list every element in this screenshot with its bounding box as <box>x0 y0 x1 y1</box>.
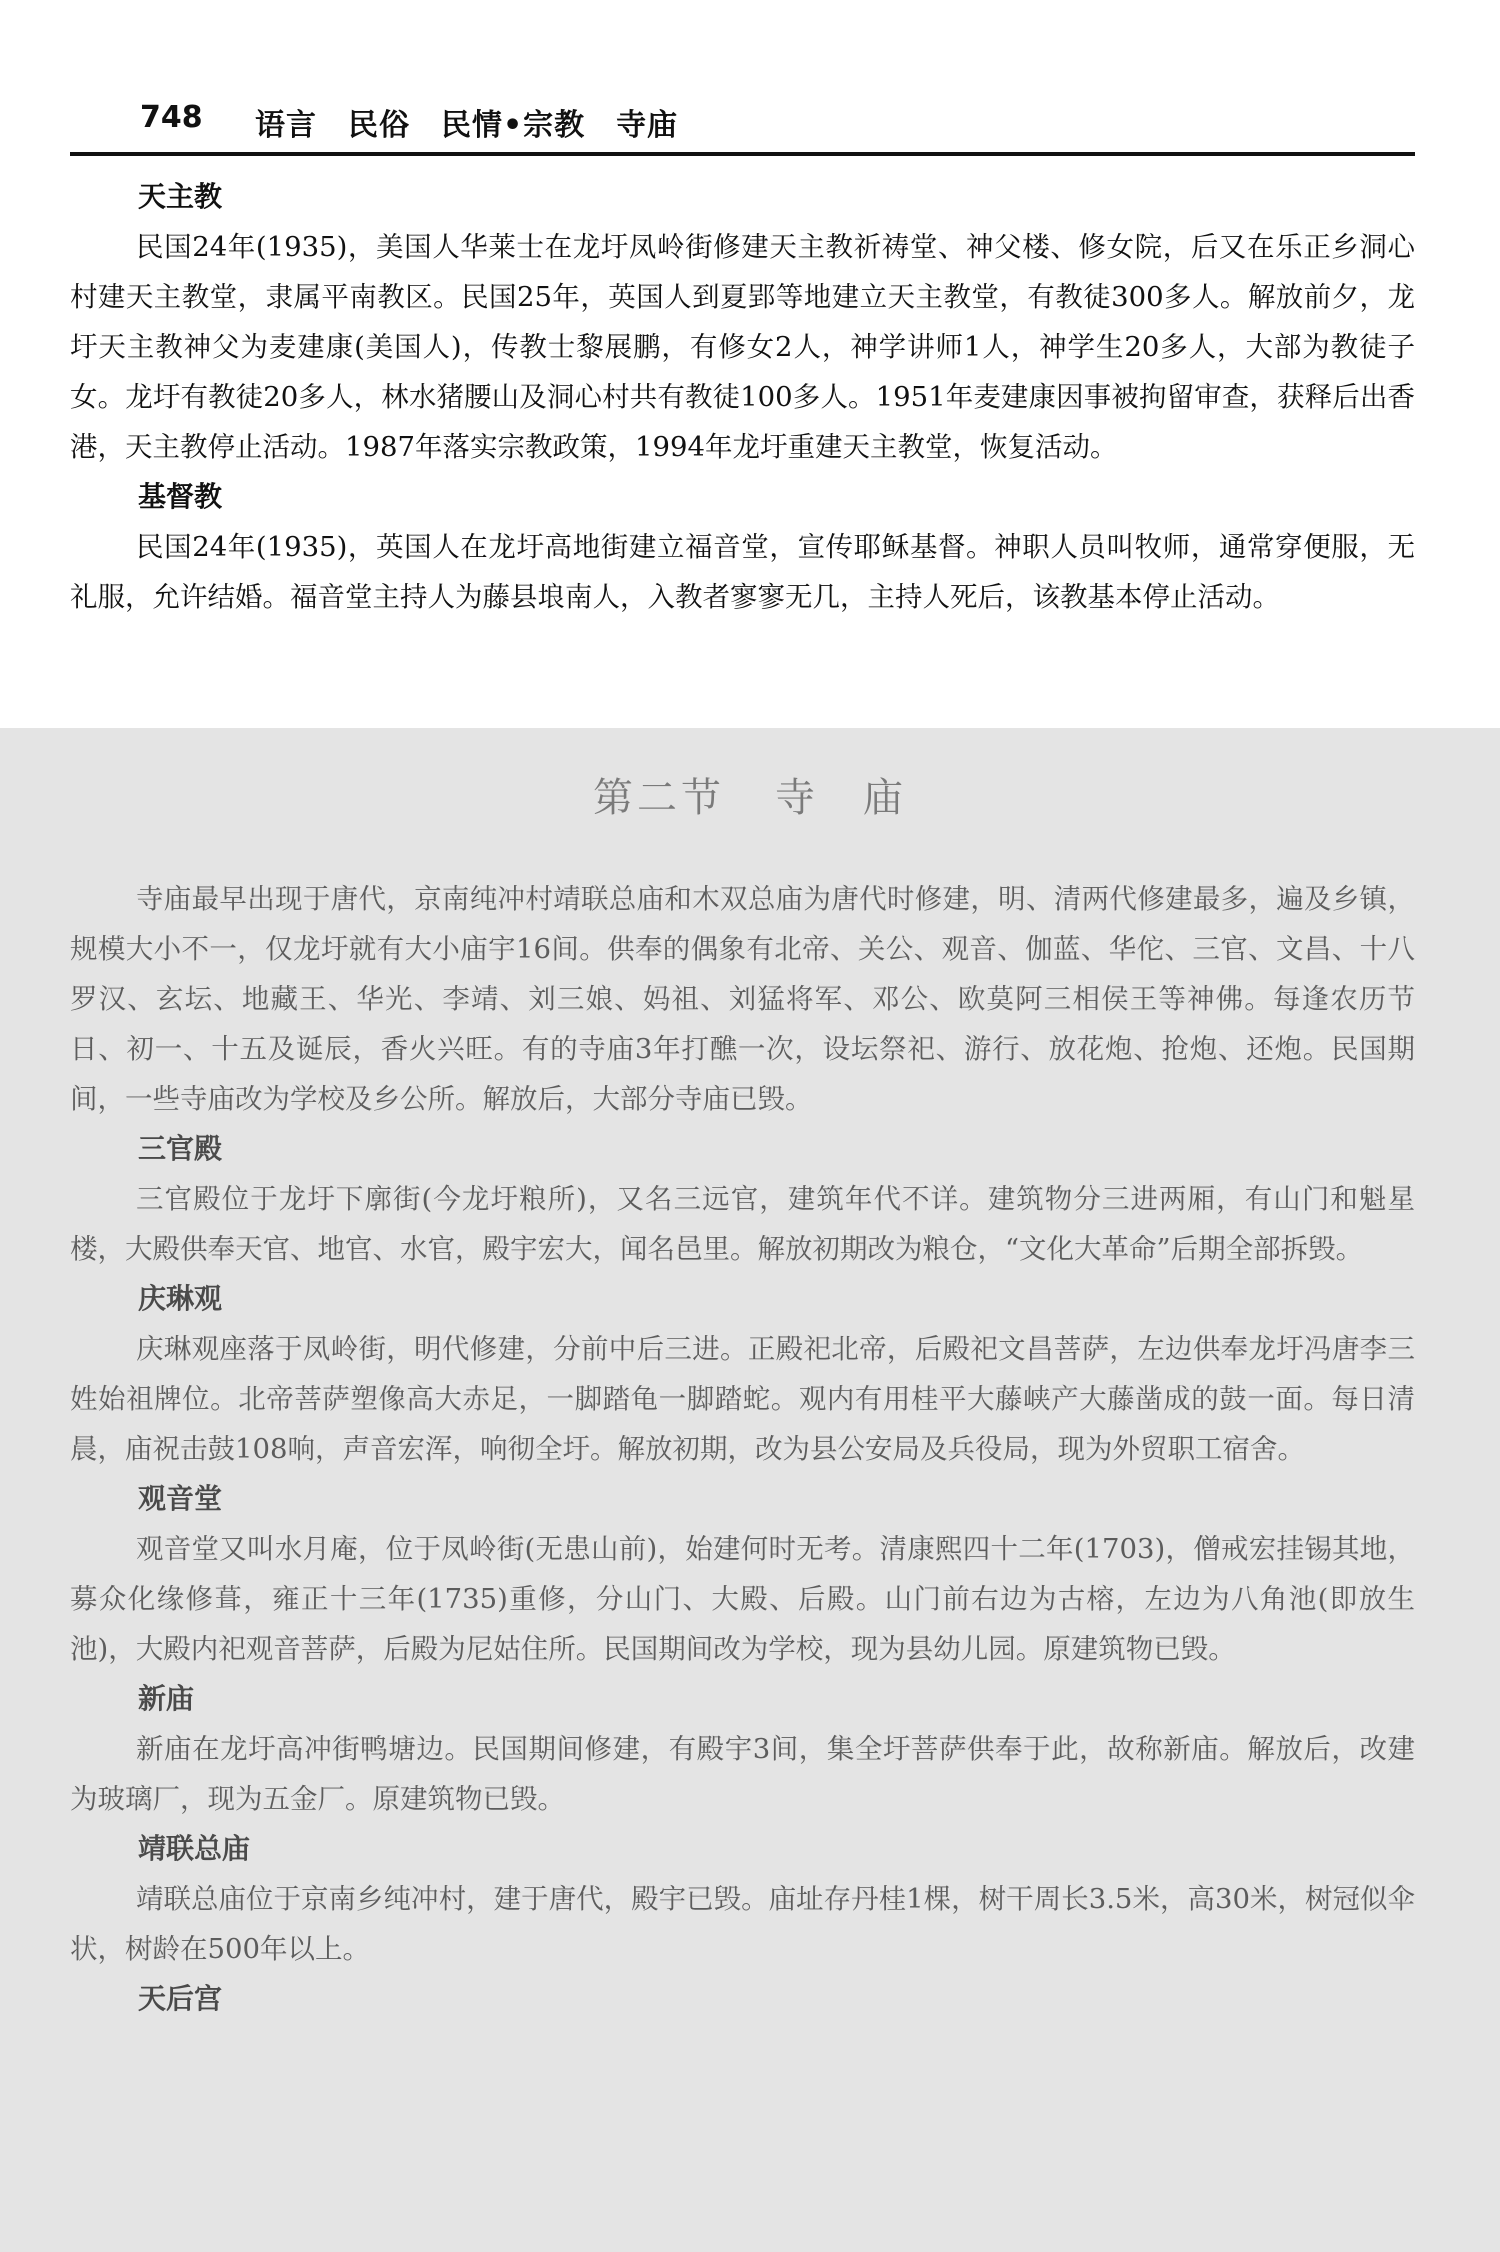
running-title: 语言 民俗 民情•宗教 寺庙 <box>255 108 679 143</box>
section-title-part1: 第二节 <box>593 775 725 821</box>
section-title <box>0 766 1500 823</box>
section-intro: 寺庙最早出现于唐代，京南纯冲村靖联总庙和木双总庙为唐代时修建，明、清两代修建最多，遍及乡镇，规模大小不一，仅龙圩就有大小庙宇16间。供奉的偶象有北帝、关公、观音、伽蓝、华佗、三官、文昌、十八罗汉、玄坛、地藏王、华光、李靖、刘三娘、妈祖、刘猛将军、邓公、欧莫阿三相侯王等神佛。每逢农历节日、初一、十五及诞辰，香火兴旺。有的寺庙3年打醮一次，设坛祭祀、游行、放花炮、抢炮、还炮。民国期间，一些寺庙改为学校及乡公所。解放后，大部分寺庙已毁。 <box>70 883 1415 1115</box>
page-number: 748 <box>140 100 203 135</box>
heading-catholicism: 天主教 <box>138 180 223 213</box>
heading-christianity: 基督教 <box>138 480 223 513</box>
paragraph-qinglin-temple: 庆琳观座落于凤岭街，明代修建，分前中后三进。正殿祀北帝，后殿祀文昌菩萨，左边供奉龙圩冯唐李三姓始祖牌位。北帝菩萨塑像高大赤足，一脚踏龟一脚踏蛇。观内有用桂平大藤峡产大藤凿成的鼓一面。每日清晨，庙祝击鼓108响，声音宏浑，响彻全圩。解放初期，改为县公安局及兵役局，现为外贸职工宿舍。 <box>70 1333 1415 1465</box>
heading-tianhou-palace: 天后宫 <box>138 1982 223 2015</box>
religion-sections <box>70 172 1415 622</box>
paragraph-christianity: 民国24年(1935)，英国人在龙圩高地街建立福音堂，宣传耶稣基督。神职人员叫牧师，通常穿便服，无礼服，允许结婚。福音堂主持人为藤县埌南人，入教者寥寥无几，主持人死后，该教基本停止活动。 <box>70 531 1415 613</box>
section-title-part2: 寺 庙 <box>775 775 907 821</box>
section-christianity <box>70 472 1415 622</box>
paragraph-jinglian-temple: 靖联总庙位于京南乡纯冲村，建于唐代，殿宇已毁。庙址存丹桂1棵，树干周长3.5米，高30米，树冠似伞状，树龄在500年以上。 <box>70 1883 1415 1965</box>
section-catholicism <box>70 172 1415 472</box>
heading-jinglian-temple: 靖联总庙 <box>138 1832 251 1865</box>
running-header <box>70 92 1415 156</box>
paragraph-sanguan-hall: 三官殿位于龙圩下廓街(今龙圩粮所)，又名三远官，建筑年代不详。建筑物分三进两厢，有山门和魁星楼，大殿供奉天官、地官、水官，殿宇宏大，闻名邑里。解放初期改为粮仓，“文化大革命”后期全部拆毁。 <box>70 1183 1415 1265</box>
heading-qinglin-temple: 庆琳观 <box>138 1282 223 1315</box>
top-region <box>0 0 1500 728</box>
heading-new-temple: 新庙 <box>138 1682 195 1715</box>
paragraph-guanyin-hall: 观音堂又叫水月庵，位于凤岭街(无患山前)，始建何时无考。清康熙四十二年(1703)，僧戒宏挂锡其地，募众化缘修葺，雍正十三年(1735)重修，分山门、大殿、后殿。山门前右边为古榕，左边为八角池(即放生池)，大殿内祀观音菩萨，后殿为尼姑住所。民国期间改为学校，现为县幼儿园。原建筑物已毁。 <box>70 1533 1415 1665</box>
paragraph-new-temple: 新庙在龙圩高冲街鸭塘边。民国期间修建，有殿宇3间，集全圩菩萨供奉于此，故称新庙。解放后，改建为玻璃厂，现为五金厂。原建筑物已毁。 <box>70 1733 1415 1815</box>
heading-sanguan-hall: 三官殿 <box>138 1132 223 1165</box>
heading-guanyin-hall: 观音堂 <box>138 1482 223 1515</box>
temples-content <box>70 874 1415 2024</box>
paragraph-catholicism: 民国24年(1935)，美国人华莱士在龙圩凤岭街修建天主教祈祷堂、神父楼、修女院，后又在乐正乡洞心村建天主教堂，隶属平南教区。民国25年，英国人到夏郢等地建立天主教堂，有教徒300多人。解放前夕，龙圩天主教神父为麦建康(美国人)，传教士黎展鹏，有修女2人，神学讲师1人，神学生20多人，大部为教徒子女。龙圩有教徒20多人，林水猪腰山及洞心村共有教徒100多人。1951年麦建康因事被拘留审查，获释后出香港，天主教停止活动。1987年落实宗教政策，1994年龙圩重建天主教堂，恢复活动。 <box>70 231 1415 463</box>
shaded-region <box>0 728 1500 2252</box>
